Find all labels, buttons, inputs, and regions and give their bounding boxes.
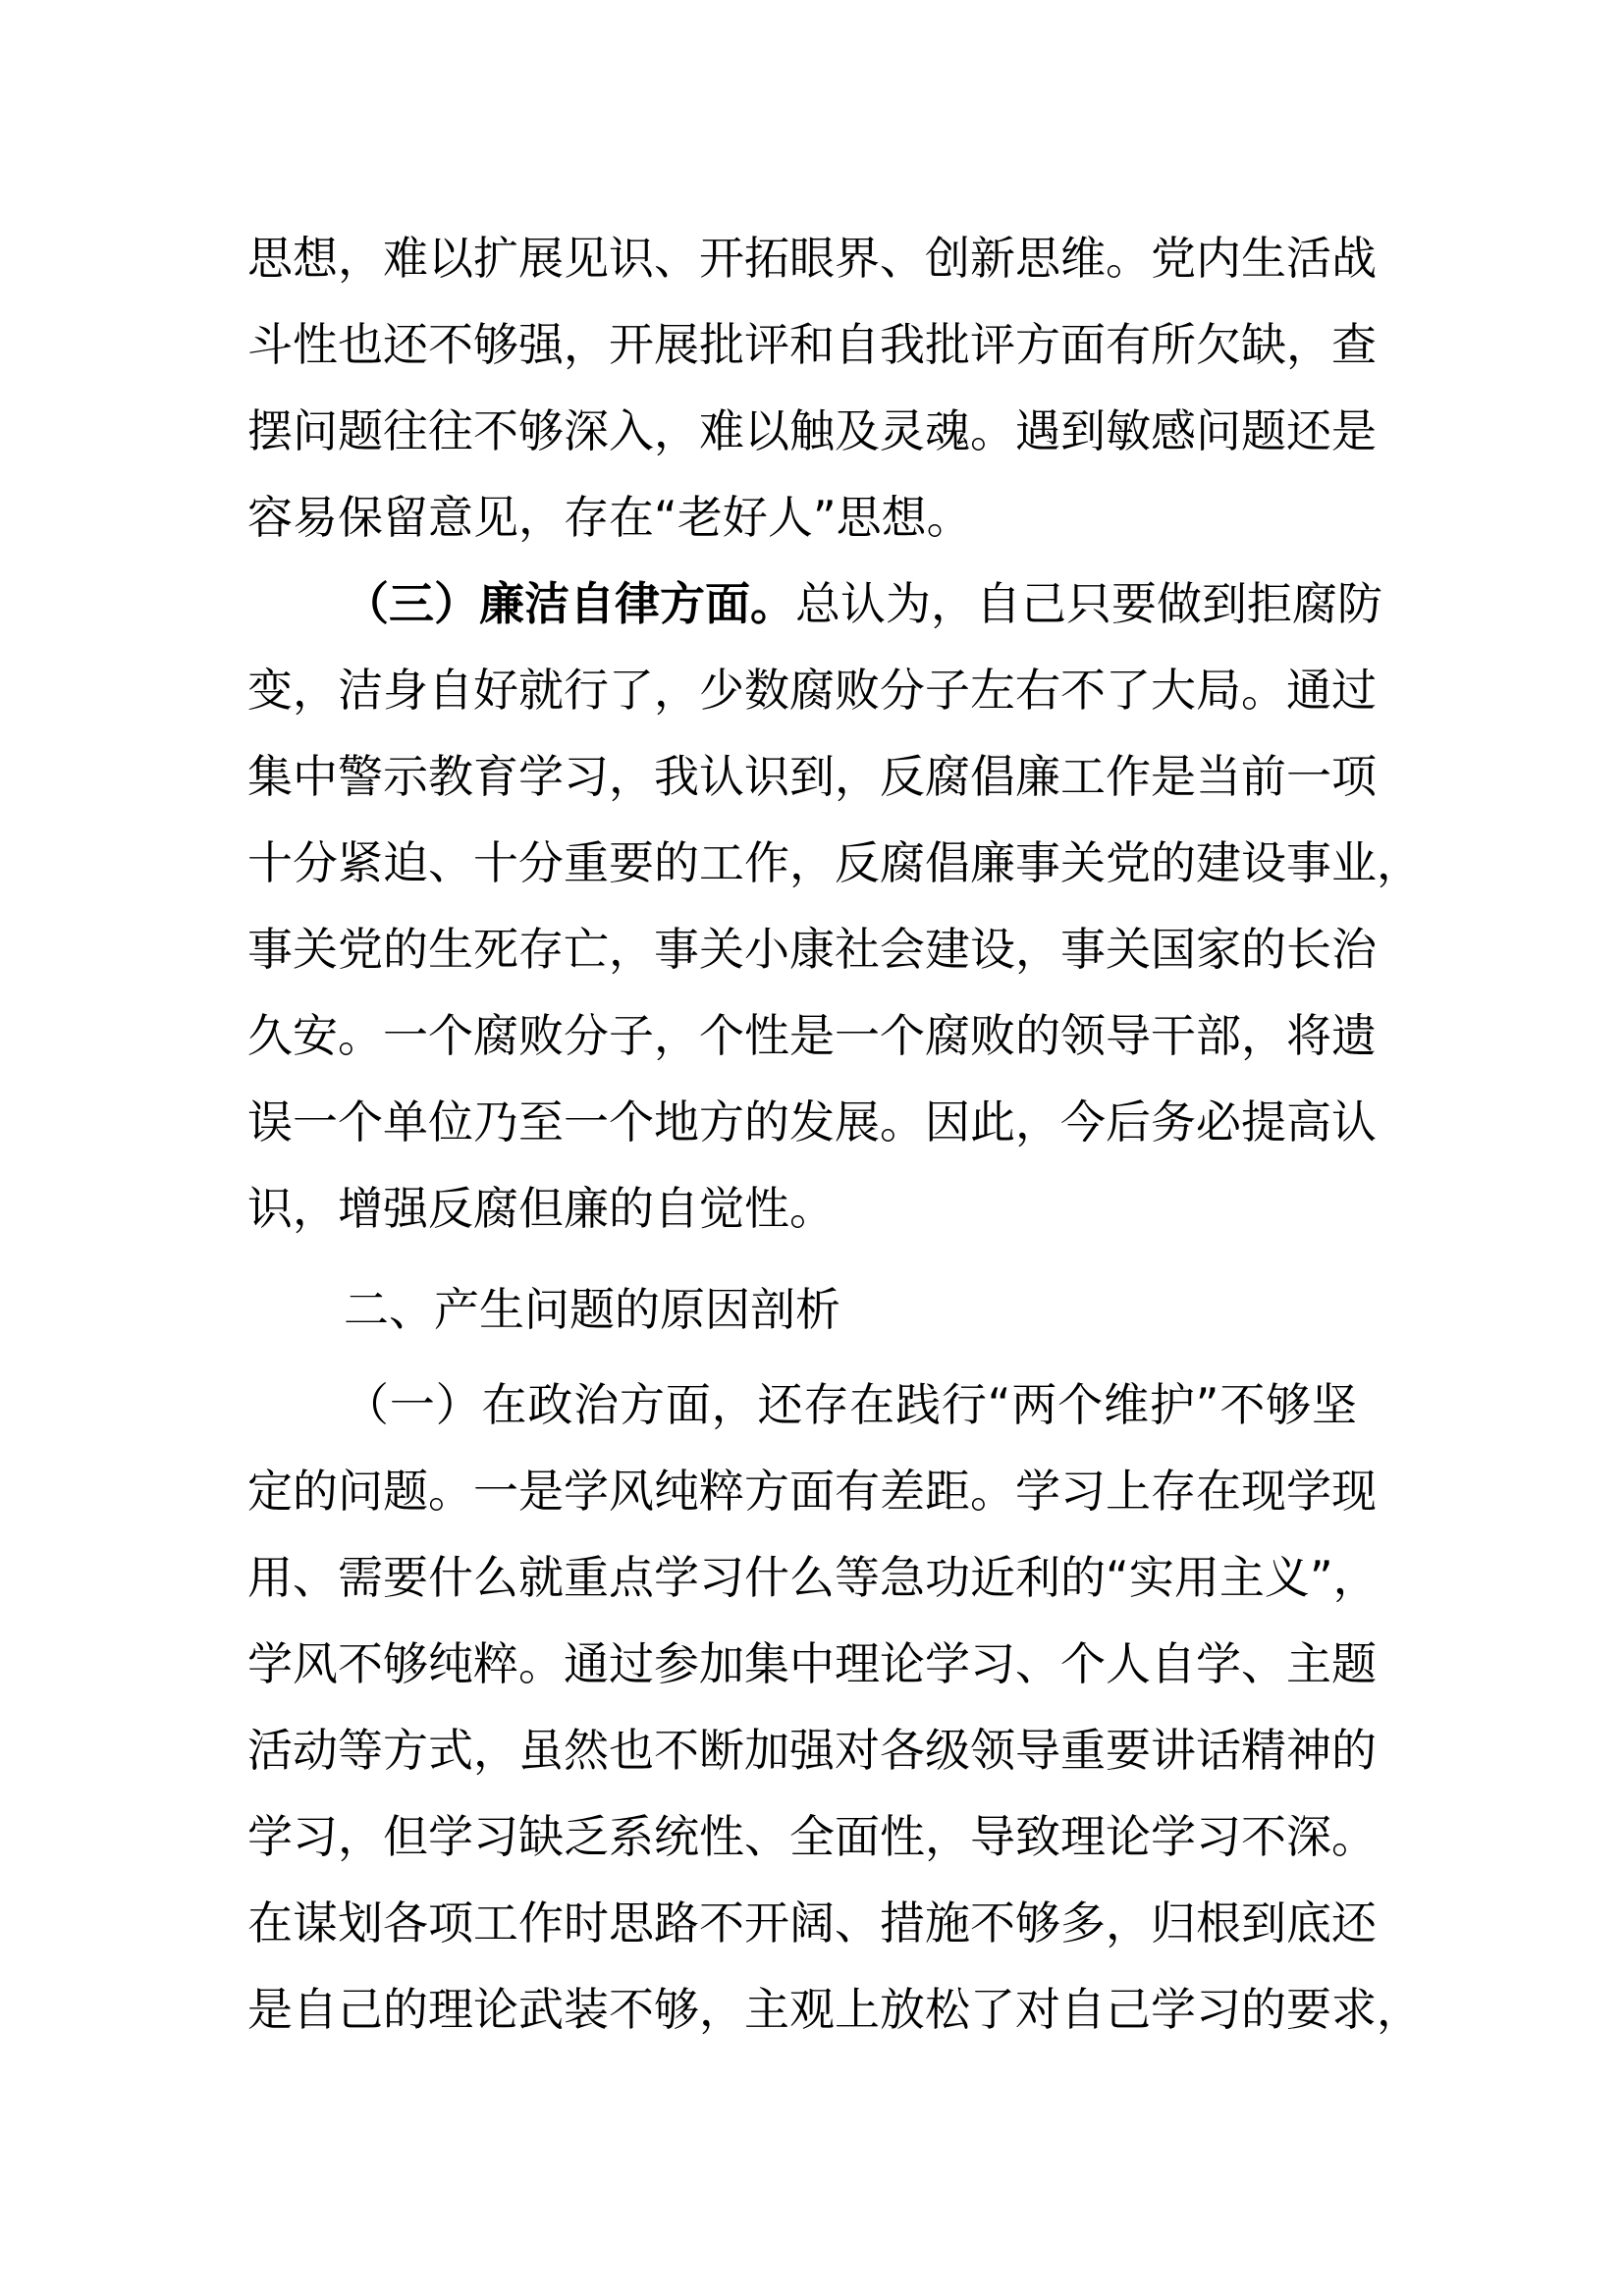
text-line: 是自己的理论武装不够，主观上放松了对自己学习的要求， (247, 1983, 1422, 2036)
text-line: 识，增强反腐但廉的自觉性。 (247, 1182, 835, 1235)
text-line: 十分紧迫、十分重要的工作，反腐倡廉事关党的建设事业， (247, 836, 1422, 889)
text-line: 集中警示教育学习，我认识到，反腐倡廉工作是当前一项 (247, 750, 1377, 803)
text-line: 活动等方式，虽然也不断加强对各级领导重要讲话精神的 (247, 1724, 1377, 1777)
text-line: 在谋划各项工作时思路不开阔、措施不够多，归根到底还 (247, 1896, 1377, 1949)
subsection-heading: （三）廉洁自律方面。 (344, 577, 795, 630)
text-line: 学习，但学习缺乏系统性、全面性，导致理论学习不深。 (247, 1810, 1377, 1863)
text-line (344, 574, 1382, 633)
text-line: 事关党的生死存亡，事关小康社会建设，事关国家的长治 (247, 923, 1377, 976)
text-line: 思想，难以扩展见识、开拓眼界、创新思维。党内生活战 (247, 232, 1377, 285)
text-line: 久安。一个腐败分子，个性是一个腐败的领导干部，将遗 (247, 1009, 1377, 1062)
text-line: 斗性也还不够强，开展批评和自我批评方面有所欠缺，查 (247, 318, 1377, 371)
text-line: 容易保留意见，存在“老好人”思想。 (247, 491, 972, 544)
text-line: 误一个单位乃至一个地方的发展。因此，今后务必提高认 (247, 1095, 1377, 1148)
text-run: 总认为，自己只要做到拒腐防 (795, 577, 1382, 630)
text-line: 摆问题往往不够深入，难以触及灵魂。遇到敏感问题还是 (247, 404, 1377, 457)
text-line: （一）在政治方面，还存在践行“两个维护”不够坚 (344, 1378, 1357, 1431)
text-line: 用、需要什么就重点学习什么等急功近利的“实用主义”， (247, 1551, 1379, 1604)
text-line: 定的问题。一是学风纯粹方面有差距。学习上存在现学现 (247, 1465, 1377, 1518)
text-line: 变，洁身自好就行了，少数腐败分子左右不了大局。通过 (247, 664, 1377, 717)
section-heading: 二、产生问题的原因剖析 (344, 1283, 840, 1336)
text-line: 学风不够纯粹。通过参加集中理论学习、个人自学、主题 (247, 1637, 1377, 1690)
